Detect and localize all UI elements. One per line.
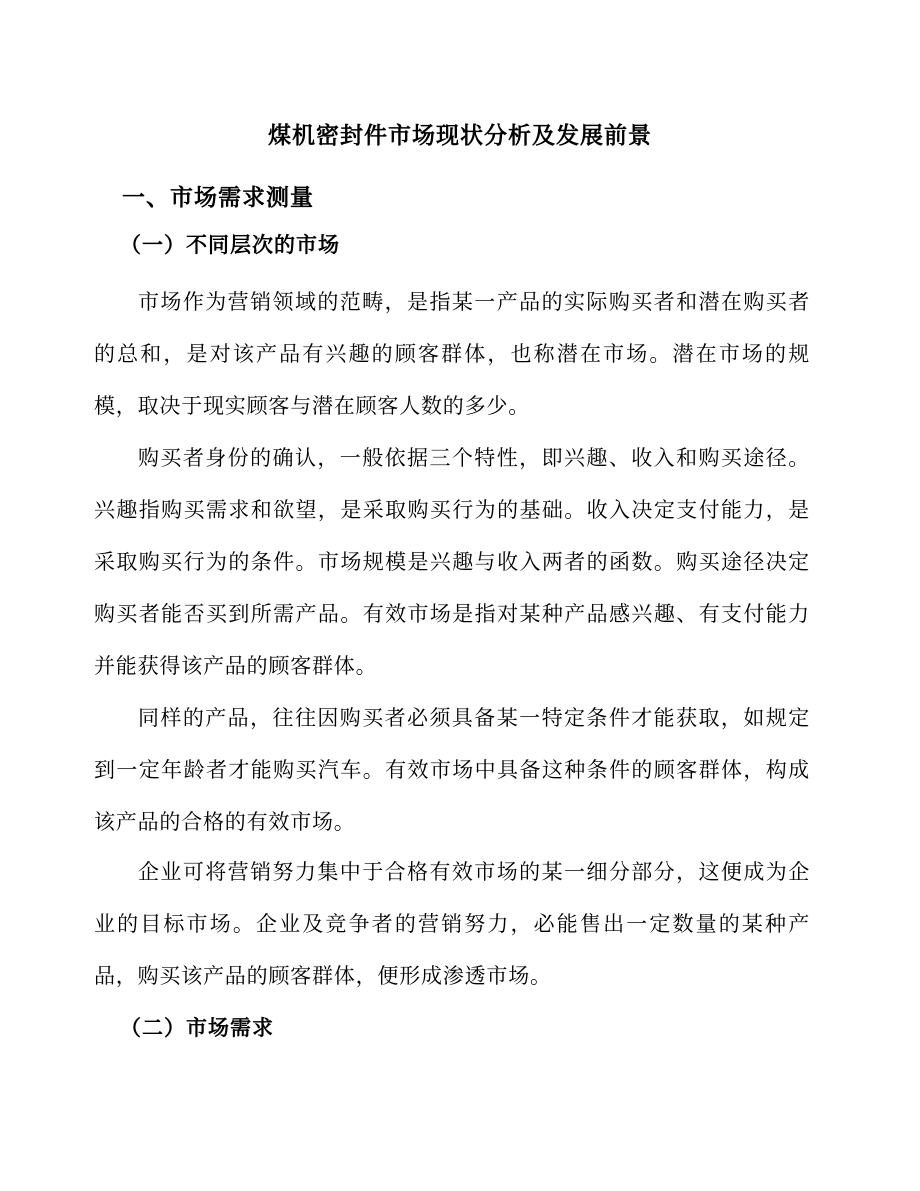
section-heading: 一、市场需求测量: [122, 184, 314, 211]
paragraph: 同样的产品，往往因购买者必须具备某一特定条件才能获取，如规定到一定年龄者才能购买汽车。有效市场中具备这种条件的顾客群体，构成该产品的合格的有效市场。: [94, 706, 810, 834]
paragraph: 购买者身份的确认，一般依据三个特性，即兴趣、收入和购买途径。兴趣指购买需求和欲望，是采取购买行为的基础。收入决定支付能力，是采取购买行为的条件。市场规模是兴趣与收入两者的函数。购买途径决定购买者能否买到所需产品。有效市场是指对某种产品感兴趣、有支付能力并能获得该产品的顾客群体。: [94, 446, 810, 678]
paragraph: 市场作为营销领域的范畴，是指某一产品的实际购买者和潜在购买者的总和，是对该产品有兴趣的顾客群体，也称潜在市场。潜在市场的规模，取决于现实顾客与潜在顾客人数的多少。: [94, 290, 810, 418]
subheading-market-demand: （二）市场需求: [120, 1015, 274, 1040]
paragraph: 企业可将营销努力集中于合格有效市场的某一细分部分，这便成为企业的目标市场。企业及竞争者的营销努力，必能售出一定数量的某种产品，购买该产品的顾客群体，便形成渗透市场。: [94, 860, 810, 988]
document-title: 煤机密封件市场现状分析及发展前景: [268, 122, 652, 149]
subheading-different-levels-of-market: （一）不同层次的市场: [120, 232, 340, 257]
